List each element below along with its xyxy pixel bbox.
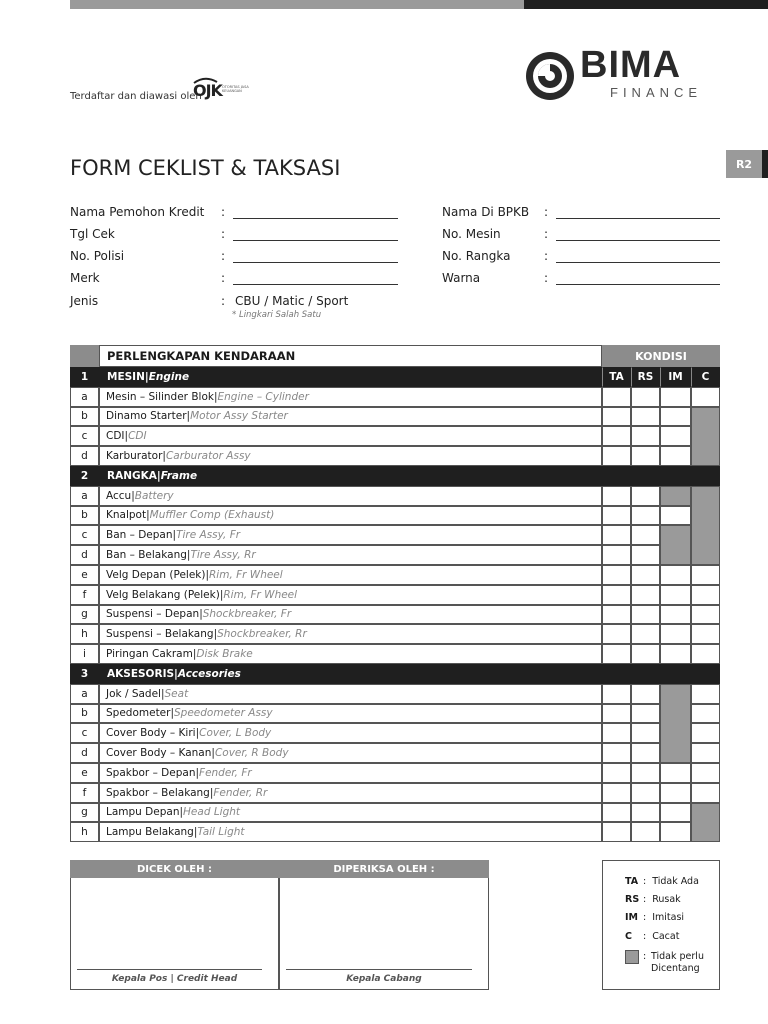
checkbox-im[interactable] [660, 822, 691, 842]
item-letter: c [70, 723, 99, 743]
item-name-cell [99, 585, 602, 605]
item-name: Dinamo Starter [106, 410, 187, 423]
item-name-en: Fender, Fr [199, 766, 252, 779]
item-name-en: Muffler Comp (Exhaust) [149, 509, 275, 522]
item-name-en: Tail Light [197, 826, 245, 839]
item-name: Suspensi – Belakang [106, 628, 214, 641]
checkbox-rs[interactable] [631, 525, 660, 545]
checkbox-c[interactable] [691, 743, 720, 763]
checkbox-im[interactable] [660, 644, 691, 664]
jenis-options[interactable]: CBU / Matic / Sport [235, 294, 349, 308]
field-colon: : [221, 249, 226, 263]
field-input-line[interactable] [556, 218, 720, 219]
item-name: CDI [106, 430, 125, 443]
field-label: Tgl Cek [70, 227, 115, 241]
item-name-en: Shockbreaker, Rr [217, 628, 307, 641]
field-input-line[interactable] [233, 218, 398, 219]
item-name: Karburator [106, 450, 163, 463]
field-right-1 [442, 227, 720, 243]
item-name: Cover Body – Kanan [106, 747, 212, 760]
ojk-sub-text: OTORITAS JASA KEUANGAN [222, 85, 249, 93]
item-name-cell [99, 723, 602, 743]
item-name: Suspensi – Depan [106, 608, 200, 621]
item-name-en: Engine – Cylinder [217, 390, 309, 403]
checked-by-header: DICEK OLEH : [70, 860, 279, 878]
item-separator: | [124, 430, 129, 443]
checkbox-rs[interactable] [631, 684, 660, 704]
field-right-3 [442, 271, 720, 287]
item-name-en: Shockbreaker, Fr [202, 608, 292, 621]
legend-grey-text-2: Dicentang [651, 963, 700, 974]
kondisi-col-im: IM [660, 367, 691, 387]
item-separator: | [195, 727, 200, 740]
legend-item [625, 912, 684, 923]
item-name-cell [99, 486, 602, 506]
checkbox-im[interactable] [660, 446, 691, 466]
checkbox-c[interactable] [691, 624, 720, 644]
checkbox-ta[interactable] [602, 743, 631, 763]
item-name-cell [99, 783, 602, 803]
item-name: Jok / Sadel [106, 687, 161, 700]
legend-grey-swatch [625, 950, 639, 964]
item-name-cell [99, 822, 602, 842]
checkbox-ta[interactable] [602, 506, 631, 526]
checkbox-rs[interactable] [631, 822, 660, 842]
legend-code: TA [625, 876, 639, 887]
checkbox-c[interactable] [691, 565, 720, 585]
checkbox-rs[interactable] [631, 407, 660, 427]
not-applicable-block [691, 486, 720, 565]
item-name-cell [99, 624, 602, 644]
form-code-stripe [762, 150, 768, 178]
checkbox-c[interactable] [691, 723, 720, 743]
item-name: Cover Body – Kiri [106, 727, 196, 740]
legend-grey-colon: : [643, 951, 647, 962]
item-letter: a [70, 387, 99, 407]
section-separator: | [144, 370, 149, 383]
item-name-en: Rim, Fr Wheel [209, 568, 283, 581]
legend-colon: : [643, 894, 647, 905]
checkbox-im[interactable] [660, 783, 691, 803]
checkbox-im[interactable] [660, 624, 691, 644]
not-applicable-block [660, 684, 691, 763]
checkbox-ta[interactable] [602, 585, 631, 605]
item-name: Accu [106, 489, 132, 502]
item-name-cell [99, 506, 602, 526]
section-number: 1 [70, 367, 99, 387]
checkbox-rs[interactable] [631, 723, 660, 743]
item-name: Ban – Belakang [106, 549, 187, 562]
checkbox-ta[interactable] [602, 446, 631, 466]
item-name-en: Rim, Fr Wheel [223, 588, 298, 601]
item-name-cell [99, 605, 602, 625]
checked-by-signature-line [77, 969, 262, 970]
legend-colon: : [643, 931, 647, 942]
item-name-cell [99, 426, 602, 446]
form-code-badge: R2 [726, 150, 762, 178]
item-name-en: Fender, Rr [213, 786, 268, 799]
section-number: 3 [70, 664, 99, 684]
item-separator: | [172, 529, 177, 542]
item-separator: | [193, 826, 198, 839]
section-title [99, 367, 602, 387]
field-right-0 [442, 205, 720, 221]
field-label: Nama Di BPKB [442, 205, 530, 219]
checkbox-rs[interactable] [631, 704, 660, 724]
checkbox-ta[interactable] [602, 704, 631, 724]
checkbox-ta[interactable] [602, 525, 631, 545]
jenis-colon: : [221, 294, 226, 308]
kondisi-header: KONDISI [602, 345, 720, 367]
legend-item [625, 894, 681, 905]
reviewed-by-role: Kepala Cabang [346, 974, 422, 984]
not-applicable-block [691, 803, 720, 843]
item-name-cell [99, 545, 602, 565]
item-name-cell [99, 644, 602, 664]
item-name-cell [99, 684, 602, 704]
item-letter: e [70, 565, 99, 585]
item-name-en: Motor Assy Starter [190, 410, 288, 423]
registered-text: Terdaftar dan diawasi oleh [70, 91, 202, 102]
not-applicable-block [691, 407, 720, 466]
checkbox-im[interactable] [660, 506, 691, 526]
item-separator: | [211, 747, 215, 760]
checkbox-rs[interactable] [631, 446, 660, 466]
checkbox-ta[interactable] [602, 407, 631, 427]
item-name-en: Seat [164, 687, 189, 700]
item-letter: a [70, 684, 99, 704]
field-left-2 [70, 249, 398, 265]
item-separator: | [160, 687, 165, 700]
checkbox-rs[interactable] [631, 506, 660, 526]
item-separator: | [186, 549, 191, 562]
field-colon: : [544, 227, 549, 241]
legend-colon: : [643, 876, 647, 887]
field-label: No. Rangka [442, 249, 511, 263]
item-name: Mesin – Silinder Blok [106, 390, 214, 403]
checkbox-ta[interactable] [602, 605, 631, 625]
item-name-cell [99, 446, 602, 466]
legend-grey-text-1: Tidak perlu [651, 951, 704, 962]
item-letter: f [70, 783, 99, 803]
bima-finance-logo [524, 44, 728, 104]
item-separator: | [131, 489, 135, 502]
section-name: RANGKA [107, 469, 157, 482]
legend-code: C [625, 931, 632, 942]
item-name-en: Speedometer Assy [174, 707, 273, 720]
checkbox-ta[interactable] [602, 723, 631, 743]
field-colon: : [221, 271, 226, 285]
checked-by-box[interactable] [70, 860, 279, 990]
item-separator: | [213, 628, 218, 641]
item-letter: d [70, 446, 99, 466]
field-input-line[interactable] [556, 284, 720, 285]
legend-text: Rusak [652, 894, 681, 905]
item-letter: h [70, 822, 99, 842]
checkbox-c[interactable] [691, 644, 720, 664]
checkbox-ta[interactable] [602, 624, 631, 644]
field-colon: : [544, 249, 549, 263]
field-label: No. Mesin [442, 227, 501, 241]
checkbox-rs[interactable] [631, 763, 660, 783]
legend-code: IM [625, 912, 638, 923]
checkbox-ta[interactable] [602, 783, 631, 803]
item-letter: a [70, 486, 99, 506]
checkbox-im[interactable] [660, 565, 691, 585]
checkbox-c[interactable] [691, 585, 720, 605]
form-title: FORM CEKLIST & TAKSASI [70, 156, 341, 180]
item-letter: b [70, 407, 99, 427]
legend-item [625, 876, 699, 887]
ojk-logo-text: OJK [193, 81, 222, 100]
checkbox-c[interactable] [691, 605, 720, 625]
checkbox-ta[interactable] [602, 426, 631, 446]
item-name: Spedometer [106, 707, 171, 720]
item-letter: c [70, 426, 99, 446]
field-colon: : [544, 271, 549, 285]
legend-colon: : [643, 912, 647, 923]
section-kondisi-fill [602, 664, 720, 684]
item-separator: | [146, 509, 150, 522]
item-separator: | [209, 786, 214, 799]
item-separator: | [179, 806, 184, 819]
item-name: Piringan Cakram [106, 648, 193, 661]
section-name-en: Engine [148, 370, 190, 383]
checkbox-rs[interactable] [631, 426, 660, 446]
item-letter: d [70, 743, 99, 763]
checkbox-ta[interactable] [602, 763, 631, 783]
checkbox-ta[interactable] [602, 387, 631, 407]
checkbox-rs[interactable] [631, 644, 660, 664]
top-bar-dark [524, 0, 768, 9]
item-separator: | [213, 390, 218, 403]
field-label: Nama Pemohon Kredit [70, 205, 205, 219]
checkbox-im[interactable] [660, 605, 691, 625]
checkbox-rs[interactable] [631, 565, 660, 585]
item-letter: b [70, 506, 99, 526]
section-kondisi-fill [602, 466, 720, 486]
item-name-cell [99, 803, 602, 823]
section-name: AKSESORIS [107, 667, 175, 680]
checkbox-c[interactable] [691, 763, 720, 783]
checkbox-rs[interactable] [631, 585, 660, 605]
equipment-table [70, 345, 720, 844]
field-left-3 [70, 271, 398, 287]
checkbox-rs[interactable] [631, 803, 660, 823]
item-name: Spakbor – Belakang [106, 786, 210, 799]
legend-text: Tidak Ada [652, 876, 699, 887]
item-separator: | [205, 568, 209, 581]
checkbox-im[interactable] [660, 387, 691, 407]
item-letter: h [70, 624, 99, 644]
item-separator: | [162, 450, 166, 463]
checkbox-rs[interactable] [631, 545, 660, 565]
item-separator: | [170, 707, 175, 720]
checkbox-ta[interactable] [602, 545, 631, 565]
field-right-2 [442, 249, 720, 265]
item-name: Ban – Depan [106, 529, 173, 542]
item-name-cell [99, 525, 602, 545]
section-separator: | [156, 469, 161, 482]
item-letter: g [70, 605, 99, 625]
kondisi-col-rs: RS [631, 367, 660, 387]
section-title [99, 466, 602, 486]
field-label: Warna [442, 271, 481, 285]
not-applicable-block [660, 486, 691, 506]
field-left-0 [70, 205, 398, 221]
checkbox-rs[interactable] [631, 624, 660, 644]
field-label: No. Polisi [70, 249, 125, 263]
checkbox-rs[interactable] [631, 486, 660, 506]
kondisi-col-c: C [691, 367, 720, 387]
item-letter: b [70, 704, 99, 724]
legend-item [625, 931, 679, 942]
checkbox-rs[interactable] [631, 605, 660, 625]
item-name-cell [99, 704, 602, 724]
checkbox-ta[interactable] [602, 822, 631, 842]
checkbox-im[interactable] [660, 803, 691, 823]
field-input-line[interactable] [233, 240, 398, 241]
field-input-line[interactable] [233, 262, 398, 263]
section-separator: | [174, 667, 178, 680]
item-letter: e [70, 763, 99, 783]
item-name-cell [99, 387, 602, 407]
item-separator: | [199, 608, 203, 621]
field-input-line[interactable] [556, 262, 720, 263]
item-letter: c [70, 525, 99, 545]
item-name-cell [99, 743, 602, 763]
section-title [99, 664, 602, 684]
section-name-en: Accesories [177, 667, 241, 680]
checkbox-c[interactable] [691, 783, 720, 803]
brand-name: BIMA [580, 44, 682, 86]
field-input-line[interactable] [556, 240, 720, 241]
item-name-en: Disk Brake [196, 648, 253, 661]
item-name-en: Tire Assy, Rr [190, 549, 256, 562]
brand-sub: FINANCE [610, 85, 703, 100]
checkbox-rs[interactable] [631, 387, 660, 407]
checkbox-c[interactable] [691, 387, 720, 407]
checkbox-c[interactable] [691, 684, 720, 704]
not-applicable-block [660, 525, 691, 565]
item-separator: | [192, 648, 197, 661]
item-name: Knalpot [106, 509, 147, 522]
item-letter: d [70, 545, 99, 565]
checked-by-role: Kepala Pos | Credit Head [111, 974, 238, 984]
checkbox-ta[interactable] [602, 684, 631, 704]
reviewed-by-signature-line [286, 969, 472, 970]
item-name: Spakbor – Depan [106, 766, 196, 779]
ojk-logo [191, 77, 251, 103]
item-letter: i [70, 644, 99, 664]
checkbox-im[interactable] [660, 585, 691, 605]
item-name-en: Carburator Assy [165, 450, 251, 463]
table-header-title: PERLENGKAPAN KENDARAAN [99, 345, 602, 367]
item-separator: | [219, 588, 224, 601]
item-letter: g [70, 803, 99, 823]
checkbox-ta[interactable] [602, 803, 631, 823]
kondisi-col-ta: TA [602, 367, 631, 387]
top-bar-grey [70, 0, 524, 9]
checkbox-ta[interactable] [602, 565, 631, 585]
jenis-label: Jenis [70, 294, 99, 308]
item-name-cell [99, 565, 602, 585]
legend-text: Cacat [652, 931, 680, 942]
field-label: Merk [70, 271, 100, 285]
field-colon: : [544, 205, 549, 219]
section-name-en: Frame [160, 469, 198, 482]
checkbox-c[interactable] [691, 704, 720, 724]
checkbox-ta[interactable] [602, 644, 631, 664]
legend-box [602, 860, 720, 990]
item-name: Lampu Depan [106, 806, 180, 819]
field-colon: : [221, 205, 226, 219]
jenis-note: * Lingkari Salah Satu [232, 310, 322, 320]
field-left-1 [70, 227, 398, 243]
section-name: MESIN [107, 370, 145, 383]
item-name-en: Head Light [183, 806, 241, 819]
checkbox-im[interactable] [660, 407, 691, 427]
item-separator: | [186, 410, 191, 423]
checkbox-rs[interactable] [631, 783, 660, 803]
item-name-en: CDI [128, 430, 147, 443]
reviewed-by-header: DIPERIKSA OLEH : [279, 860, 489, 878]
checkbox-im[interactable] [660, 426, 691, 446]
section-number: 2 [70, 466, 99, 486]
legend-text: Imitasi [652, 912, 685, 923]
item-name: Lampu Belakang [106, 826, 194, 839]
item-name-en: Tire Assy, Fr [176, 529, 241, 542]
item-name-en: Cover, L Body [199, 727, 272, 740]
field-input-line[interactable] [233, 284, 398, 285]
item-name-en: Cover, R Body [214, 747, 289, 760]
item-name-en: Battery [134, 489, 174, 502]
checkbox-ta[interactable] [602, 486, 631, 506]
reviewed-by-box[interactable] [279, 860, 489, 990]
checkbox-rs[interactable] [631, 743, 660, 763]
item-name-cell [99, 407, 602, 427]
checkbox-im[interactable] [660, 763, 691, 783]
item-letter: f [70, 585, 99, 605]
legend-code: RS [625, 894, 640, 905]
field-colon: : [221, 227, 226, 241]
jenis-field [70, 294, 370, 310]
item-name-cell [99, 763, 602, 783]
table-header-corner [70, 345, 99, 367]
bima-emblem-icon [524, 50, 576, 102]
item-name: Velg Depan (Pelek) [106, 568, 206, 581]
item-separator: | [195, 766, 200, 779]
item-name: Velg Belakang (Pelek) [106, 588, 220, 601]
